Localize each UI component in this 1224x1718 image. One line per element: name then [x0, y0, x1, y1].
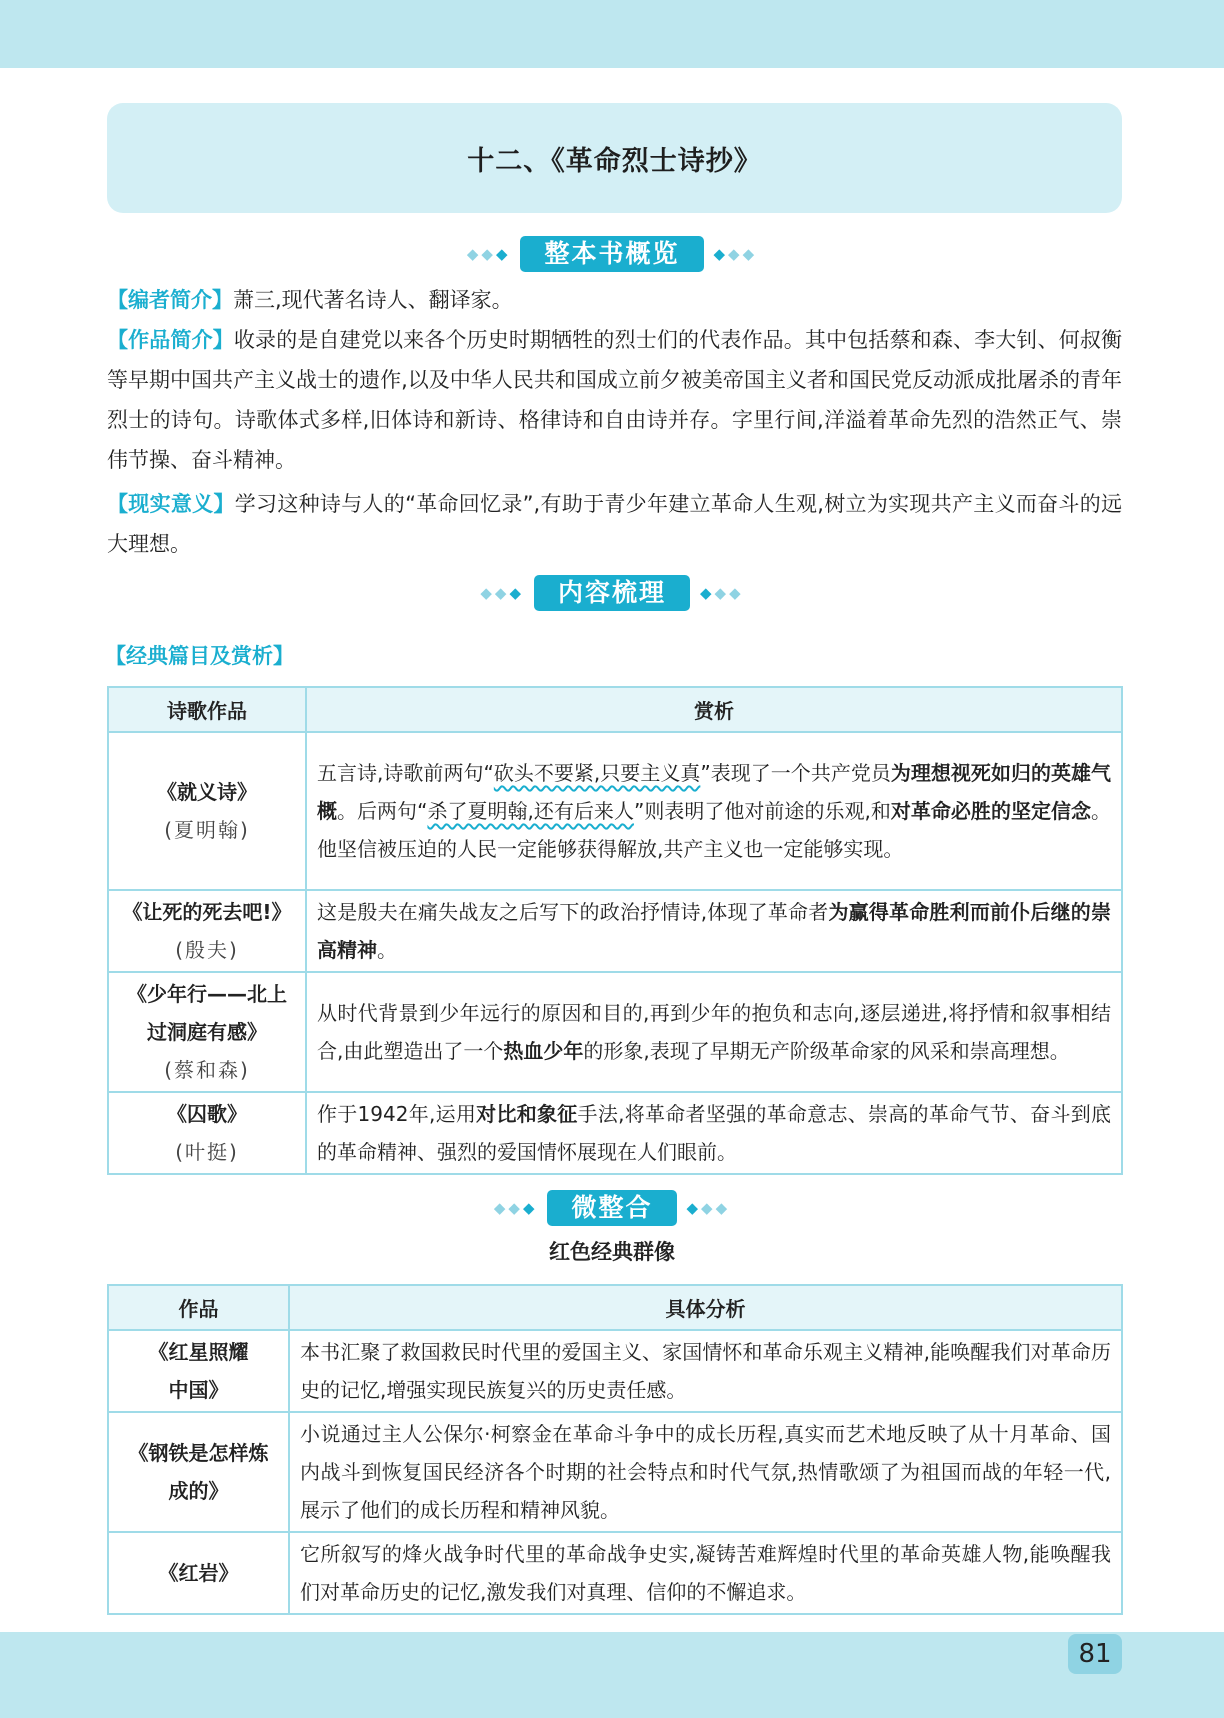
- decor-dots-icon: ◆◆◆: [686, 1199, 731, 1217]
- poem-title: 《囚歌》: [167, 1102, 247, 1126]
- col-header: 赏析: [306, 687, 1122, 732]
- text-segment: 。: [377, 938, 397, 962]
- meaning-text: 学习这种诗与人的“革命回忆录”,有助于青少年建立革命人生观,树立为实现共产主义而奋斗的远大理想。: [107, 492, 1123, 556]
- text-segment: 作于1942年,运用: [317, 1102, 477, 1126]
- col-header: 具体分析: [289, 1285, 1122, 1330]
- col-header: 诗歌作品: [108, 687, 306, 732]
- work-intro: [107, 320, 1122, 480]
- text-segment: 。后两句“: [337, 799, 428, 823]
- work-cell: [108, 1412, 289, 1532]
- emphasis-segment: 为赢得革命胜利而前仆后继的崇高精神: [317, 900, 1111, 962]
- poem-author: (蔡和森): [164, 1058, 250, 1082]
- poem-author: (叶挺): [175, 1140, 239, 1164]
- table-header: [108, 687, 1122, 732]
- work-title-cont: 成的》: [168, 1479, 229, 1503]
- editor-intro: [107, 280, 1122, 320]
- table-row: [108, 1092, 1122, 1174]
- section-heading-overview: [0, 236, 1224, 272]
- decor-dots-icon: ◆◆◆: [480, 584, 524, 602]
- work-title: 《红岩》: [158, 1561, 239, 1585]
- decor-dots-icon: ◆◆◆: [493, 1199, 538, 1217]
- classic-table: [107, 686, 1123, 1175]
- table-header: [108, 1285, 1122, 1330]
- emphasis-segment: 对革命必胜的坚定信念: [890, 799, 1092, 823]
- quote-segment: 砍头不要紧,只要主义真: [493, 761, 701, 785]
- section-label: 微整合: [547, 1190, 676, 1226]
- quote-segment: 杀了夏明翰,还有后来人: [427, 799, 634, 823]
- editor-tag: 【编者简介】: [107, 288, 233, 312]
- table-row: [108, 1412, 1122, 1532]
- poem-cell: [108, 890, 306, 972]
- decor-dots-icon: ◆◆◆: [713, 245, 758, 263]
- analysis-cell: [306, 972, 1122, 1092]
- poem-cell: [108, 732, 306, 890]
- work-tag: 【作品简介】: [107, 328, 234, 352]
- analysis-cell: 本书汇聚了救国救民时代里的爱国主义、家国情怀和革命乐观主义精神,能唤醒我们对革命历史的记忆,增强实现民族复兴的历史责任感。: [289, 1330, 1122, 1412]
- poem-cell: [108, 972, 306, 1092]
- decor-dots-icon: ◆◆◆: [700, 584, 744, 602]
- work-title: 《钢铁是怎样炼: [128, 1441, 269, 1465]
- text-segment: 。他坚信被压迫的人民一定能够获得解放,共产主义也一定能够实现。: [317, 799, 1112, 861]
- top-band: [0, 0, 1224, 68]
- table-row: [108, 972, 1122, 1092]
- poem-title: 《少年行——北上: [127, 982, 287, 1006]
- section-heading-integration: [0, 1190, 1224, 1226]
- bottom-band: [0, 1632, 1224, 1718]
- analysis-cell: 它所叙写的烽火战争时代里的革命战争史实,凝铸苦难辉煌时代里的革命英雄人物,能唤醒我们对革命历史的记忆,激发我们对真理、信仰的不懈追求。: [289, 1532, 1122, 1614]
- classic-heading: 【经典篇目及赏析】: [105, 644, 294, 668]
- analysis-cell: [306, 890, 1122, 972]
- poem-cell: [108, 1092, 306, 1174]
- text-segment: 这是殷夫在痛失战友之后写下的政治抒情诗,体现了革命者: [317, 900, 829, 924]
- decor-dots-icon: ◆◆◆: [466, 245, 511, 263]
- table-row: [108, 890, 1122, 972]
- page-title: 十二、《革命烈士诗抄》: [467, 145, 762, 177]
- text-segment: ”表现了一个共产党员: [700, 761, 891, 785]
- analysis-cell: [306, 1092, 1122, 1174]
- editor-text: 萧三,现代著名诗人、翻译家。: [233, 288, 513, 312]
- meaning-intro: [107, 484, 1122, 564]
- analysis-cell: 小说通过主人公保尔·柯察金在革命斗争中的成长历程,真实而艺术地反映了从十月革命、国内战斗到恢复国民经济各个时期的社会特点和时代气氛,热情歌颂了为祖国而战的年轻一代,展示了他们的成长历程和精神风貌。: [289, 1412, 1122, 1532]
- text-segment: 手法,将革命者坚强的革命意志、崇高的革命气节、奋斗到底的革命精神、强烈的爱国情怀展现在人们眼前。: [317, 1102, 1112, 1164]
- text-segment: 五言诗,诗歌前两句“: [317, 761, 494, 785]
- section-heading-content: [0, 575, 1224, 611]
- poem-author: (殷夫): [175, 938, 239, 962]
- section-label: 内容梳理: [534, 575, 690, 611]
- table-row: [108, 1330, 1122, 1412]
- work-title: 《红星照耀: [148, 1340, 249, 1364]
- col-header: 作品: [108, 1285, 289, 1330]
- poem-title: 《就义诗》: [157, 780, 257, 804]
- red-classics-table: [107, 1284, 1123, 1615]
- meaning-tag: 【现实意义】: [107, 492, 235, 516]
- work-text: 收录的是自建党以来各个历史时期牺牲的烈士们的代表作品。其中包括蔡和森、李大钊、何叔衡等早期中国共产主义战士的遗作,以及中华人民共和国成立前夕被美帝国主义者和国民党反动派成批屠杀的青年烈士的诗句。诗歌体式多样,旧体诗和新诗、格律诗和自由诗并存。字里行间,洋溢着革命先烈的浩然正气、崇伟节操、奋斗精神。: [107, 328, 1123, 472]
- page-number: 81: [1068, 1634, 1122, 1674]
- poem-author: (夏明翰): [164, 818, 250, 842]
- red-classics-caption: 红色经典群像: [549, 1240, 675, 1264]
- emphasis-segment: 为理想视死如归的英雄气概: [317, 761, 1112, 823]
- work-cell: [108, 1330, 289, 1412]
- work-cell: [108, 1532, 289, 1614]
- text-segment: ”则表明了他对前途的乐观,和: [633, 799, 891, 823]
- analysis-cell: [306, 732, 1122, 890]
- work-title-cont: 中国》: [168, 1378, 229, 1402]
- poem-title-cont: 过洞庭有感》: [147, 1020, 267, 1044]
- section-label: 整本书概览: [520, 236, 703, 272]
- text-segment: 从时代背景到少年远行的原因和目的,再到少年的抱负和志向,逐层递进,将抒情和叙事相结合,由此塑造出了一个: [317, 1001, 1111, 1063]
- emphasis-segment: 对比和象征: [476, 1102, 578, 1126]
- emphasis-segment: 热血少年: [503, 1039, 584, 1063]
- title-box: [107, 103, 1122, 213]
- text-segment: 的形象,表现了早期无产阶级革命家的风采和崇高理想。: [583, 1039, 1070, 1063]
- table-row: [108, 732, 1122, 890]
- table-row: [108, 1532, 1122, 1614]
- poem-title: 《让死的死去吧!》: [122, 900, 292, 924]
